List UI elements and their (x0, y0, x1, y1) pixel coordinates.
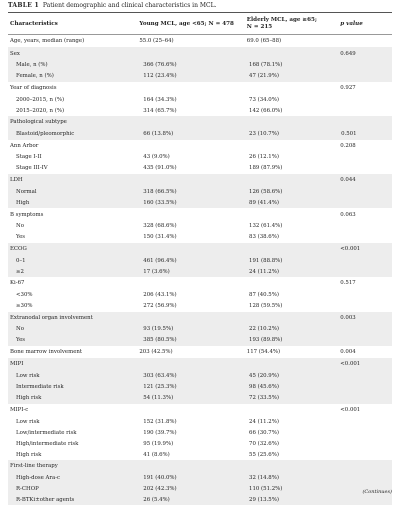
table-row (8, 346, 392, 358)
row-label: MIPI (10, 361, 24, 368)
row-label: 2000–2015, n (%) (16, 96, 65, 103)
young-value: 202 (42.3%) (143, 485, 177, 492)
row-label: Yes (16, 234, 26, 241)
table-row (8, 494, 392, 505)
row-label: No (16, 223, 24, 230)
elderly-value: 24 (11.2%) (249, 268, 279, 275)
table-row (8, 35, 392, 47)
table-row (8, 312, 392, 324)
young-value: 26 (5.4%) (143, 496, 170, 503)
table-caption (8, 2, 217, 9)
elderly-value: 23 (10.7%) (249, 131, 279, 138)
p-value: <0.001 (340, 245, 361, 252)
young-value: 160 (33.5%) (143, 199, 177, 206)
row-label: Low risk (16, 418, 40, 425)
row-label: Ann Arbor (10, 142, 39, 149)
table-row (8, 460, 392, 472)
row-label: Normal (16, 188, 37, 195)
p-value: 0.208 (340, 142, 356, 149)
table-row (8, 483, 392, 494)
elderly-value: 110 (51.2%) (249, 485, 283, 492)
row-label: Stage I-II (16, 154, 42, 161)
row-label: No (16, 326, 24, 333)
row-label: 0–1 (16, 257, 26, 264)
p-value: 0.501 (341, 131, 357, 138)
table-row (8, 208, 392, 220)
table-row (8, 358, 392, 370)
elderly-value: 83 (38.6%) (249, 234, 279, 241)
row-label: High risk (16, 395, 42, 402)
row-label: 2015–2020, n (%) (16, 107, 65, 114)
table-row (8, 186, 392, 197)
young-value: 366 (76.6%) (143, 62, 177, 69)
row-label: Extranodal organ involvement (10, 314, 93, 321)
elderly-value: 32 (14.8%) (249, 474, 279, 481)
header-elderly-line2: N = 215 (246, 23, 273, 30)
table-row (8, 152, 392, 163)
young-value: 435 (91.0%) (143, 165, 177, 172)
table-title: Patient demographic and clinical characteristics in MCL. (42, 2, 217, 9)
elderly-value: 128 (59.5%) (249, 303, 283, 310)
table-row (8, 335, 392, 346)
table-row (8, 105, 392, 116)
table-body (8, 35, 392, 505)
elderly-value: 66 (30.7%) (249, 429, 279, 436)
row-label: ≥2 (16, 268, 24, 275)
p-value: 0.044 (340, 177, 356, 184)
young-value: 121 (25.3%) (143, 384, 177, 391)
continues-note: (Continues) (362, 489, 392, 495)
row-label: High-dose Ara-c (16, 474, 61, 481)
row-label: Low/intermediate risk (16, 429, 77, 436)
elderly-value: 26 (12.1%) (249, 154, 279, 161)
table-row (8, 266, 392, 277)
table-row (8, 449, 392, 460)
elderly-value: 22 (10.2%) (249, 326, 279, 333)
table-row (8, 47, 392, 59)
table-row (8, 301, 392, 312)
young-value: 328 (68.6%) (143, 223, 177, 230)
row-label: MIPI-c (10, 406, 29, 413)
table-row (8, 60, 392, 71)
table-row (8, 129, 392, 140)
row-label: Pathological subtype (10, 119, 67, 126)
p-value: 0.927 (340, 84, 356, 91)
table-row (8, 82, 392, 94)
table-label: TABLE 1 (8, 2, 40, 9)
header-characteristics: Characteristics (10, 20, 58, 27)
header-p-value: p value (340, 20, 363, 27)
table-row (8, 404, 392, 416)
table-row (8, 290, 392, 301)
row-label: Ki-67 (10, 280, 25, 287)
table-row (8, 232, 392, 243)
table-row (8, 472, 392, 483)
row-label: High (16, 199, 30, 206)
elderly-value: 98 (45.6%) (249, 384, 279, 391)
young-value: 191 (40.0%) (143, 474, 177, 481)
young-value: 43 (9.0%) (143, 154, 170, 161)
young-value: 303 (63.4%) (143, 373, 177, 380)
young-value: 150 (31.4%) (143, 234, 177, 241)
young-value: 318 (66.5%) (143, 188, 177, 195)
young-value: 112 (23.4%) (143, 73, 177, 80)
young-value: 206 (43.1%) (143, 292, 177, 299)
elderly-value: 73 (34.0%) (249, 96, 279, 103)
row-label: ECOG (10, 245, 27, 252)
young-value: 66 (13.8%) (143, 131, 174, 138)
table-row (8, 140, 392, 152)
table-row (8, 71, 392, 82)
table-row (8, 393, 392, 404)
row-label: High/intermediate risk (16, 440, 79, 447)
young-value: 190 (39.7%) (143, 429, 177, 436)
row-label: R-CHOP (16, 485, 39, 492)
elderly-value: 126 (58.6%) (249, 188, 283, 195)
row-label: Blastoid/pleomorphic (16, 131, 75, 138)
p-value: 0.063 (340, 211, 356, 218)
row-label: R-BTKi±other agents (16, 496, 75, 503)
table-row (8, 277, 392, 289)
elderly-value: 69.0 (65–88) (246, 38, 282, 45)
row-label: <30% (16, 292, 33, 299)
elderly-value: 29 (13.5%) (249, 496, 279, 503)
table-row (8, 116, 392, 128)
elderly-value: 55 (25.6%) (249, 451, 279, 458)
young-value: 93 (19.5%) (143, 326, 174, 333)
young-value: 41 (8.6%) (143, 451, 170, 458)
table-row (8, 416, 392, 427)
table-row (8, 324, 392, 335)
characteristics-table (8, 12, 392, 505)
table-row (8, 163, 392, 174)
young-value: 385 (80.5%) (143, 337, 177, 344)
young-value: 17 (3.6%) (143, 268, 170, 275)
table-row (8, 438, 392, 449)
row-label: Bone marrow involvement (10, 349, 83, 356)
p-value: <0.001 (340, 406, 361, 413)
row-label: Female, n (%) (16, 73, 54, 80)
row-label: ≥30% (16, 303, 33, 310)
p-value: 0.517 (340, 280, 356, 287)
elderly-value: 117 (54.4%) (246, 349, 281, 356)
row-label: Intermediate risk (16, 384, 64, 391)
row-label: Stage III-IV (16, 165, 48, 172)
elderly-value: 72 (33.5%) (249, 395, 279, 402)
table-header (8, 13, 392, 35)
header-young: Young MCL, age <65; N = 478 (139, 20, 234, 27)
young-value: 54 (11.3%) (143, 395, 174, 402)
table-row (8, 382, 392, 393)
elderly-value: 70 (32.6%) (249, 440, 279, 447)
p-value: 0.649 (340, 50, 356, 57)
row-label: High risk (16, 451, 42, 458)
row-label: Sex (10, 50, 20, 57)
young-value: 272 (56.9%) (143, 303, 177, 310)
row-label: LDH (10, 177, 23, 184)
elderly-value: 132 (61.4%) (249, 223, 283, 230)
elderly-value: 193 (89.8%) (249, 337, 283, 344)
elderly-value: 191 (88.8%) (249, 257, 283, 264)
young-value: 461 (96.4%) (143, 257, 177, 264)
p-value: <0.001 (340, 361, 361, 368)
elderly-value: 142 (66.0%) (249, 107, 283, 114)
table-row (8, 94, 392, 105)
young-value: 203 (42.5%) (139, 349, 173, 356)
elderly-value: 168 (78.1%) (249, 62, 283, 69)
table-row (8, 427, 392, 438)
row-label: Year of diagnosis (10, 84, 57, 91)
header-elderly (247, 17, 341, 31)
row-label: Age, years, median (range) (10, 38, 85, 45)
young-value: 55.0 (25–64) (139, 38, 174, 45)
table-row (8, 221, 392, 232)
row-label: Low risk (16, 373, 40, 380)
elderly-value: 24 (11.2%) (249, 418, 279, 425)
table-row (8, 255, 392, 266)
p-value: 0.003 (340, 314, 356, 321)
elderly-value: 89 (41.4%) (249, 199, 279, 206)
table-row (8, 371, 392, 382)
young-value: 95 (19.9%) (143, 440, 174, 447)
young-value: 164 (34.3%) (143, 96, 177, 103)
row-label: Male, n (%) (16, 62, 48, 69)
young-value: 152 (31.8%) (143, 418, 177, 425)
elderly-value: 45 (20.9%) (249, 373, 279, 380)
header-elderly-line1: Elderly MCL, age ≥65; (246, 16, 317, 23)
elderly-value: 189 (87.9%) (249, 165, 283, 172)
p-value: 0.004 (340, 349, 356, 356)
young-value: 314 (65.7%) (143, 107, 177, 114)
elderly-value: 47 (21.9%) (249, 73, 279, 80)
row-label: First-line therapy (10, 463, 58, 470)
elderly-value: 87 (40.5%) (249, 292, 279, 299)
table-row (8, 174, 392, 186)
row-label: B symptoms (10, 211, 44, 218)
row-label: Yes (16, 337, 26, 344)
table-row (8, 197, 392, 208)
table-row (8, 243, 392, 255)
